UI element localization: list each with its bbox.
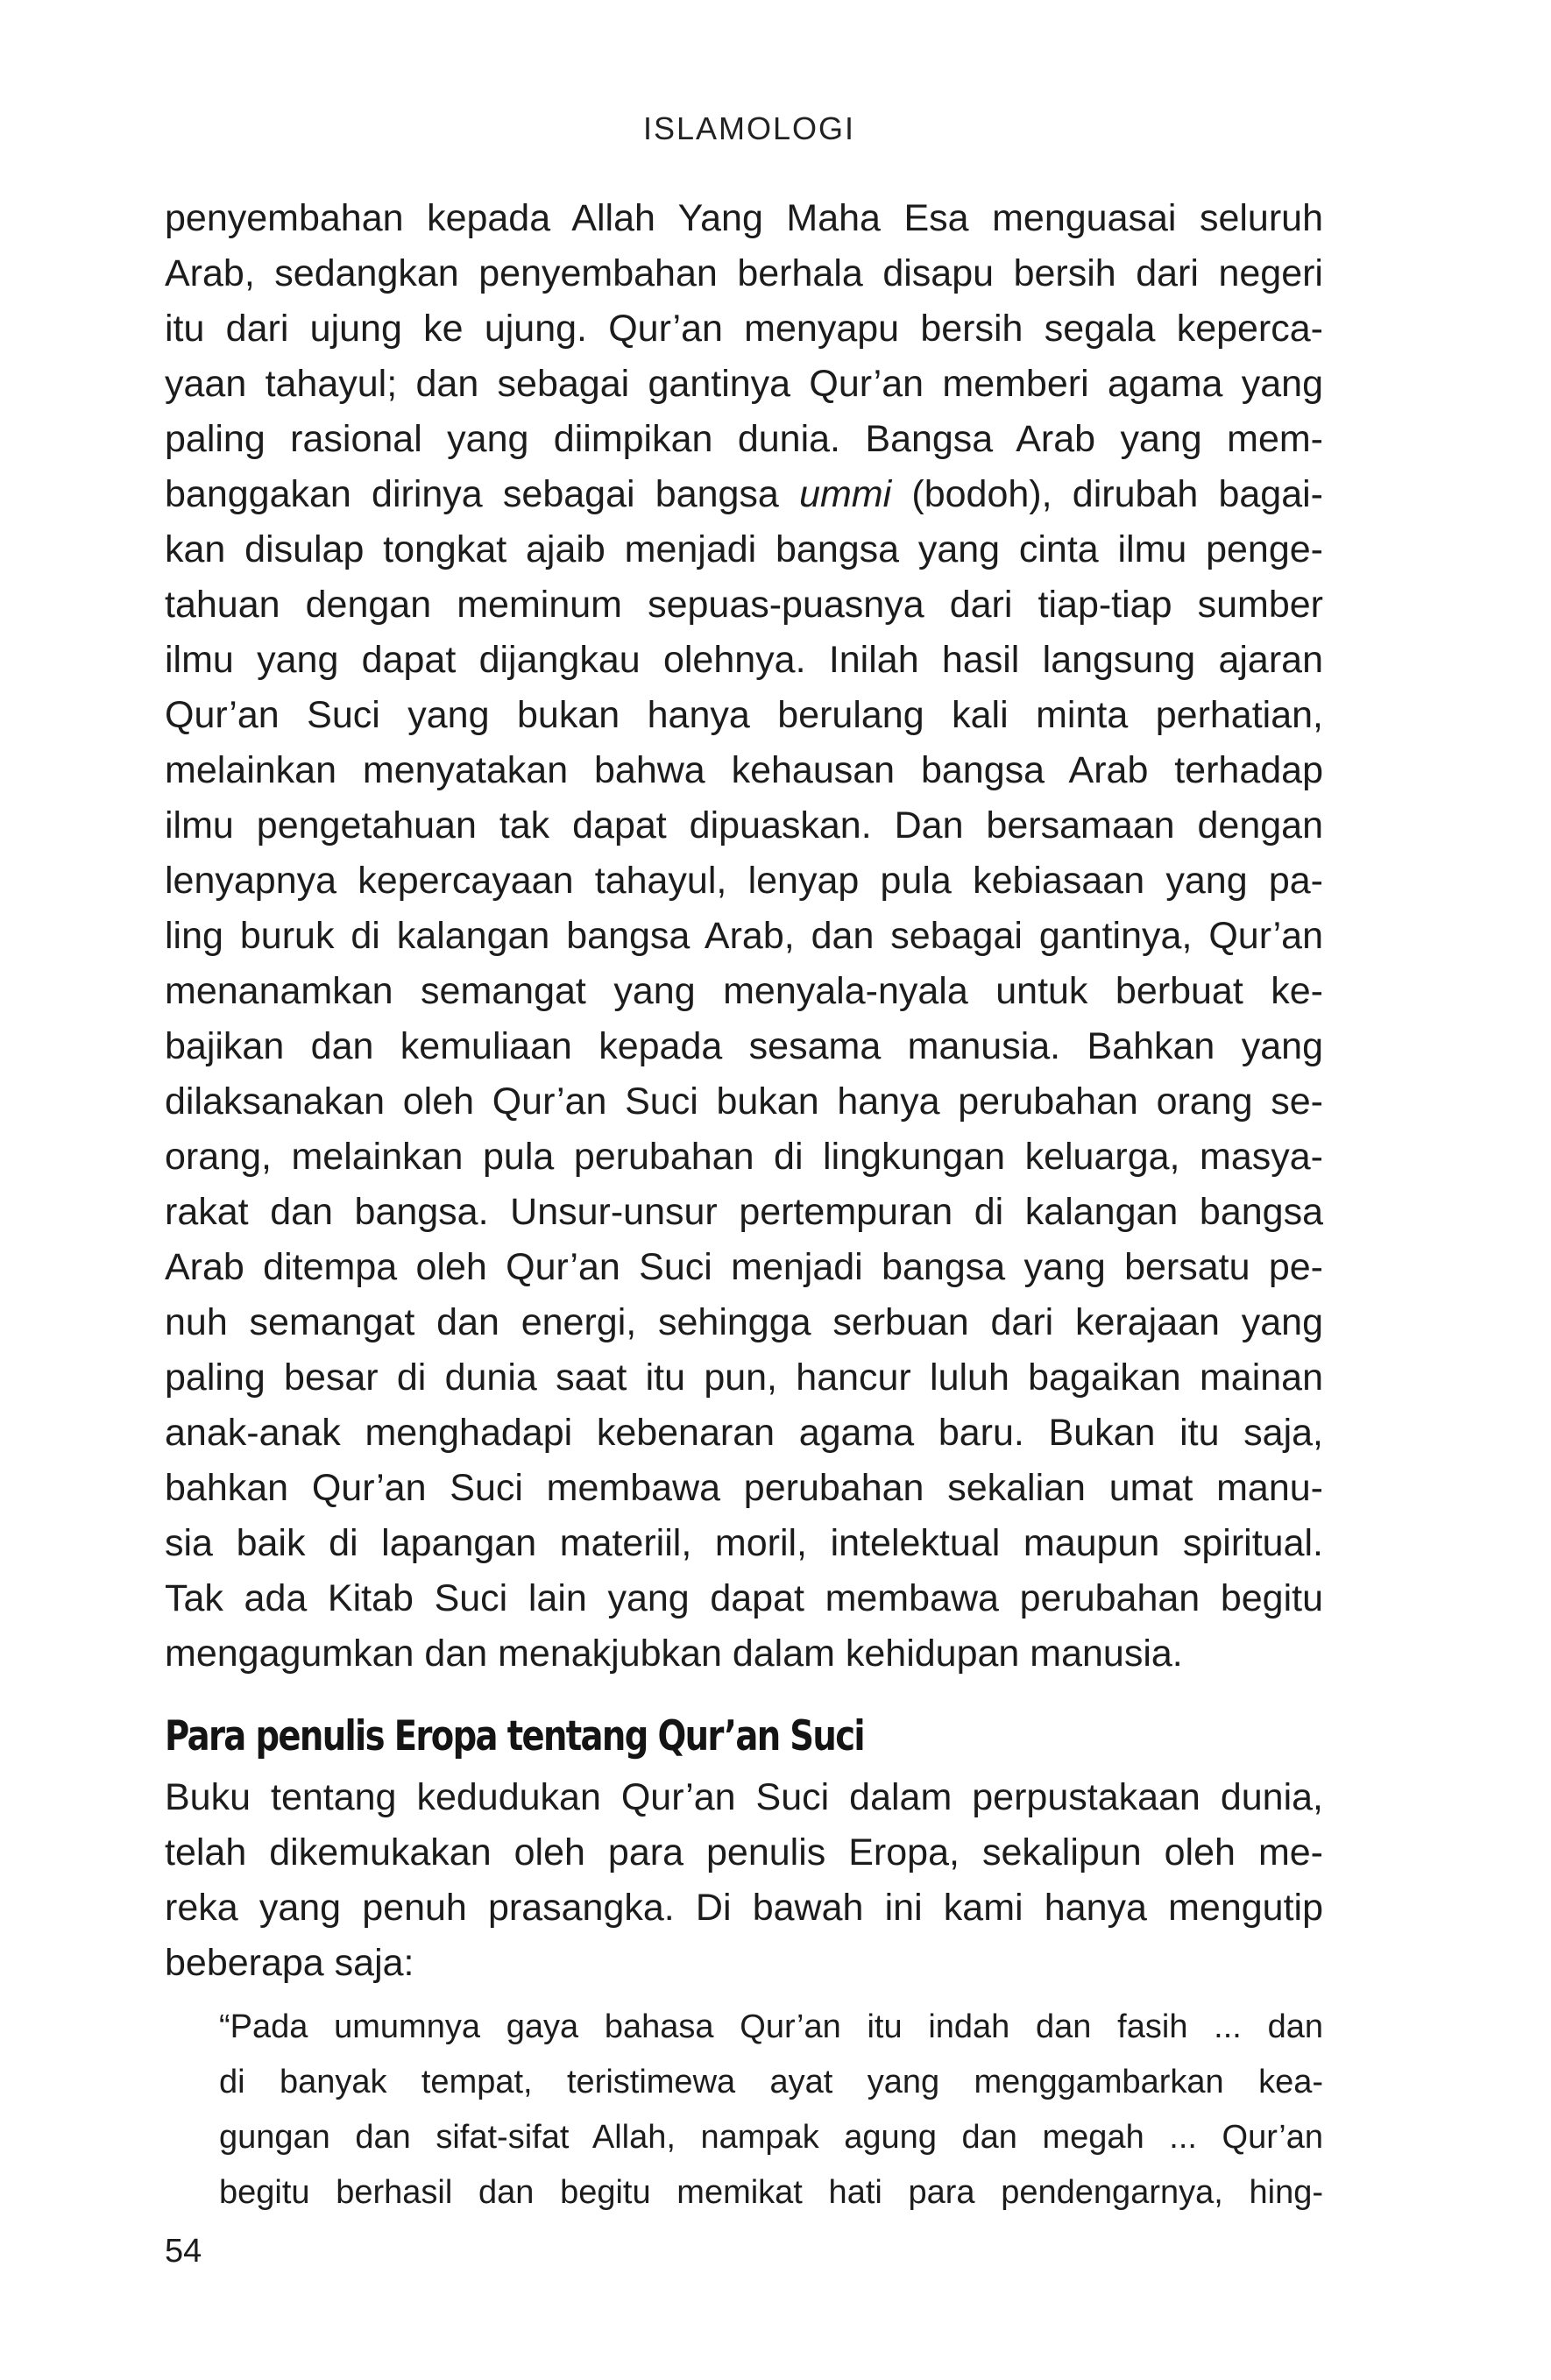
- text-line: orang, melainkan pula perubahan di lingkungan keluarga, masya-: [165, 1136, 1323, 1178]
- page-number: 54: [165, 2233, 202, 2270]
- text-line: nuh semangat dan energi, sehingga serbuan dari kerajaan yang: [165, 1301, 1323, 1343]
- text-line: penyembahan kepada Allah Yang Maha Esa menguasai seluruh: [165, 197, 1323, 239]
- text-line: yaan tahayul; dan sebagai gantinya Qur’an memberi agama yang: [165, 363, 1323, 405]
- text-line: itu dari ujung ke ujung. Qur’an menyapu bersih segala keperca-: [165, 308, 1323, 350]
- text-line: menanamkan semangat yang menyala-nyala untuk berbuat ke-: [165, 970, 1323, 1012]
- quote-line: begitu berhasil dan begitu memikat hati para pendengarnya, hing-: [219, 2174, 1323, 2211]
- text-line: Arab, sedangkan penyembahan berhala disapu bersih dari negeri: [165, 252, 1323, 294]
- text-line: telah dikemukakan oleh para penulis Eropa, sekalipun oleh me-: [165, 1831, 1323, 1874]
- quote-line: gungan dan sifat-sifat Allah, nampak agung dan megah ... Qur’an: [219, 2119, 1323, 2156]
- text-line: anak-anak menghadapi kebenaran agama baru. Bukan itu saja,: [165, 1412, 1323, 1454]
- text-line: melainkan menyatakan bahwa kehausan bangsa Arab terhadap: [165, 749, 1323, 791]
- section-heading: Para penulis Eropa tentang Qur’an Suci: [165, 1712, 864, 1760]
- text-line: bajikan dan kemuliaan kepada sesama manusia. Bahkan yang: [165, 1025, 1323, 1067]
- text-line: Qur’an Suci yang bukan hanya berulang kali minta perhatian,: [165, 694, 1323, 736]
- text-line: Buku tentang kedudukan Qur’an Suci dalam perpustakaan dunia,: [165, 1776, 1323, 1818]
- text-line: paling besar di dunia saat itu pun, hancur luluh bagaikan mainan: [165, 1356, 1323, 1399]
- quote-line: di banyak tempat, teristimewa ayat yang menggambarkan kea-: [219, 2064, 1323, 2100]
- running-header: ISLAMOLOGI: [642, 110, 856, 146]
- quote-line: “Pada umumnya gaya bahasa Qur’an itu indah dan fasih ... dan: [219, 2008, 1323, 2045]
- text-line: bahkan Qur’an Suci membawa perubahan sekalian umat manu-: [165, 1467, 1323, 1509]
- body-paragraph-1: [165, 191, 1323, 1682]
- text-line: sia baik di lapangan materiil, moril, intelektual maupun spiritual.: [165, 1522, 1323, 1564]
- text-line: ilmu yang dapat dijangkau olehnya. Inilah hasil langsung ajaran: [165, 639, 1323, 681]
- text-line-with-italic: [165, 467, 1323, 522]
- text-fragment: (bodoh), dirubah bagai-: [891, 473, 1323, 515]
- text-line: tahuan dengan meminum sepuas-puasnya dari tiap-tiap sumber: [165, 584, 1323, 626]
- text-line: beberapa saja:: [165, 1942, 414, 1984]
- text-line: ilmu pengetahuan tak dapat dipuaskan. Dan bersamaan dengan: [165, 804, 1323, 846]
- text-line: mengagumkan dan menakjubkan dalam kehidupan manusia.: [165, 1633, 1183, 1675]
- text-line: rakat dan bangsa. Unsur-unsur pertempuran di kalangan bangsa: [165, 1191, 1323, 1233]
- text-line: ling buruk di kalangan bangsa Arab, dan sebagai gantinya, Qur’an: [165, 915, 1323, 957]
- text-line: reka yang penuh prasangka. Di bawah ini kami hanya mengutip: [165, 1887, 1323, 1929]
- text-line: kan disulap tongkat ajaib menjadi bangsa yang cinta ilmu penge-: [165, 528, 1323, 570]
- text-line: Arab ditempa oleh Qur’an Suci menjadi bangsa yang bersatu pe-: [165, 1246, 1323, 1288]
- text-line: lenyapnya kepercayaan tahayul, lenyap pula kebiasaan yang pa-: [165, 860, 1323, 902]
- text-line: paling rasional yang diimpikan dunia. Bangsa Arab yang mem-: [165, 418, 1323, 460]
- text-line: Tak ada Kitab Suci lain yang dapat membawa perubahan begitu: [165, 1577, 1323, 1619]
- body-paragraph-2: [165, 1770, 1323, 1991]
- text-fragment: banggakan dirinya sebagai bangsa: [165, 473, 800, 515]
- block-quotation: [219, 2000, 1323, 2221]
- italic-term: ummi: [799, 473, 892, 515]
- text-line: dilaksanakan oleh Qur’an Suci bukan hanya perubahan orang se-: [165, 1080, 1323, 1123]
